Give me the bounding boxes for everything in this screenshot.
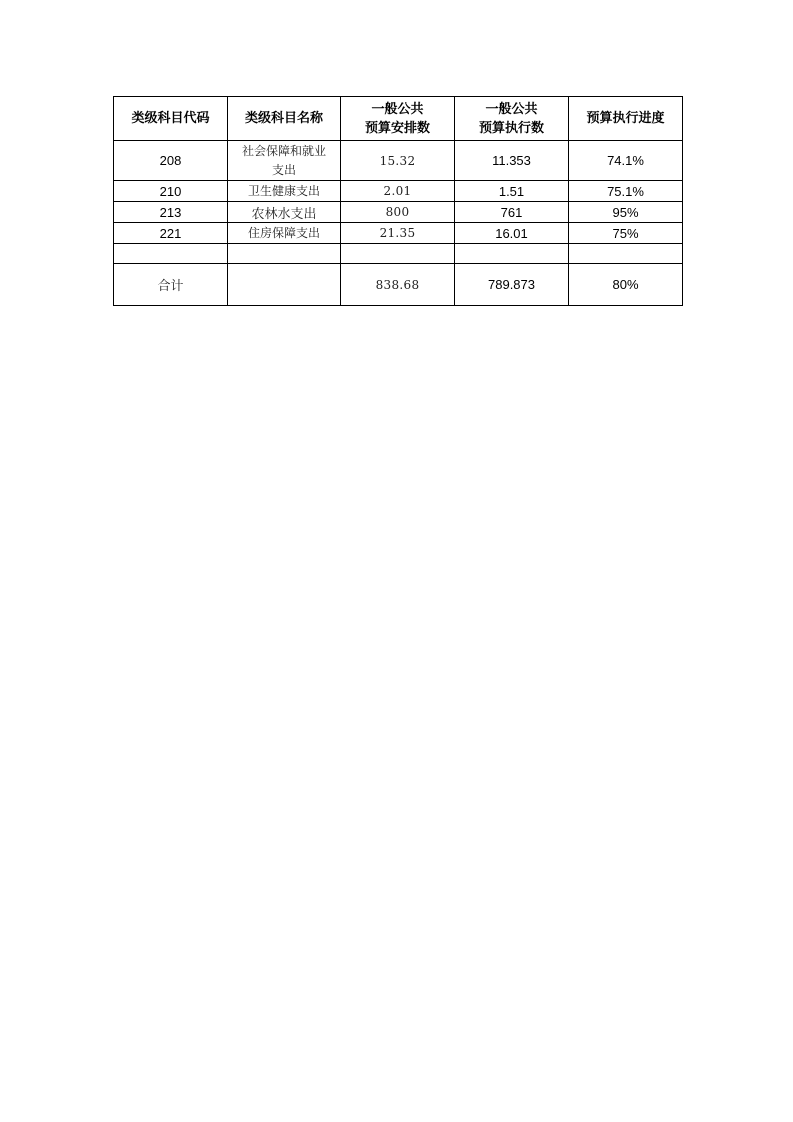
header-executed: 一般公共 预算执行数 — [455, 97, 569, 141]
cell-name: 卫生健康支出 — [228, 181, 341, 202]
cell-progress: 95% — [569, 202, 683, 223]
empty-cell — [569, 244, 683, 264]
table-row — [114, 202, 683, 223]
cell-name: 住房保障支出 — [228, 223, 341, 244]
total-row — [114, 264, 683, 306]
header-budget: 一般公共 预算安排数 — [341, 97, 455, 141]
cell-code: 210 — [114, 181, 228, 202]
header-name: 类级科目名称 — [228, 97, 341, 141]
empty-cell — [228, 244, 341, 264]
cell-executed: 11.353 — [455, 141, 569, 181]
table-row — [114, 181, 683, 202]
table-row — [114, 223, 683, 244]
cell-budget: 21.35 — [341, 223, 455, 244]
empty-cell — [455, 244, 569, 264]
cell-code: 221 — [114, 223, 228, 244]
budget-execution-table — [113, 96, 683, 306]
cell-name: 社会保障和就业 支出 — [228, 141, 341, 181]
cell-budget: 800 — [341, 202, 455, 223]
cell-executed: 761 — [455, 202, 569, 223]
cell-executed: 1.51 — [455, 181, 569, 202]
empty-cell — [114, 244, 228, 264]
total-budget: 838.68 — [341, 264, 455, 306]
header-code: 类级科目代码 — [114, 97, 228, 141]
cell-progress: 74.1% — [569, 141, 683, 181]
cell-budget: 2.01 — [341, 181, 455, 202]
total-executed: 789.873 — [455, 264, 569, 306]
table-header-row — [114, 97, 683, 141]
header-progress: 预算执行进度 — [569, 97, 683, 141]
total-name — [228, 264, 341, 306]
cell-budget: 15.32 — [341, 141, 455, 181]
cell-name: 农林水支出 — [228, 202, 341, 223]
cell-executed: 16.01 — [455, 223, 569, 244]
total-progress: 80% — [569, 264, 683, 306]
cell-code: 208 — [114, 141, 228, 181]
empty-cell — [341, 244, 455, 264]
total-label: 合计 — [114, 264, 228, 306]
empty-row — [114, 244, 683, 264]
cell-progress: 75% — [569, 223, 683, 244]
cell-code: 213 — [114, 202, 228, 223]
cell-progress: 75.1% — [569, 181, 683, 202]
table-row — [114, 141, 683, 181]
